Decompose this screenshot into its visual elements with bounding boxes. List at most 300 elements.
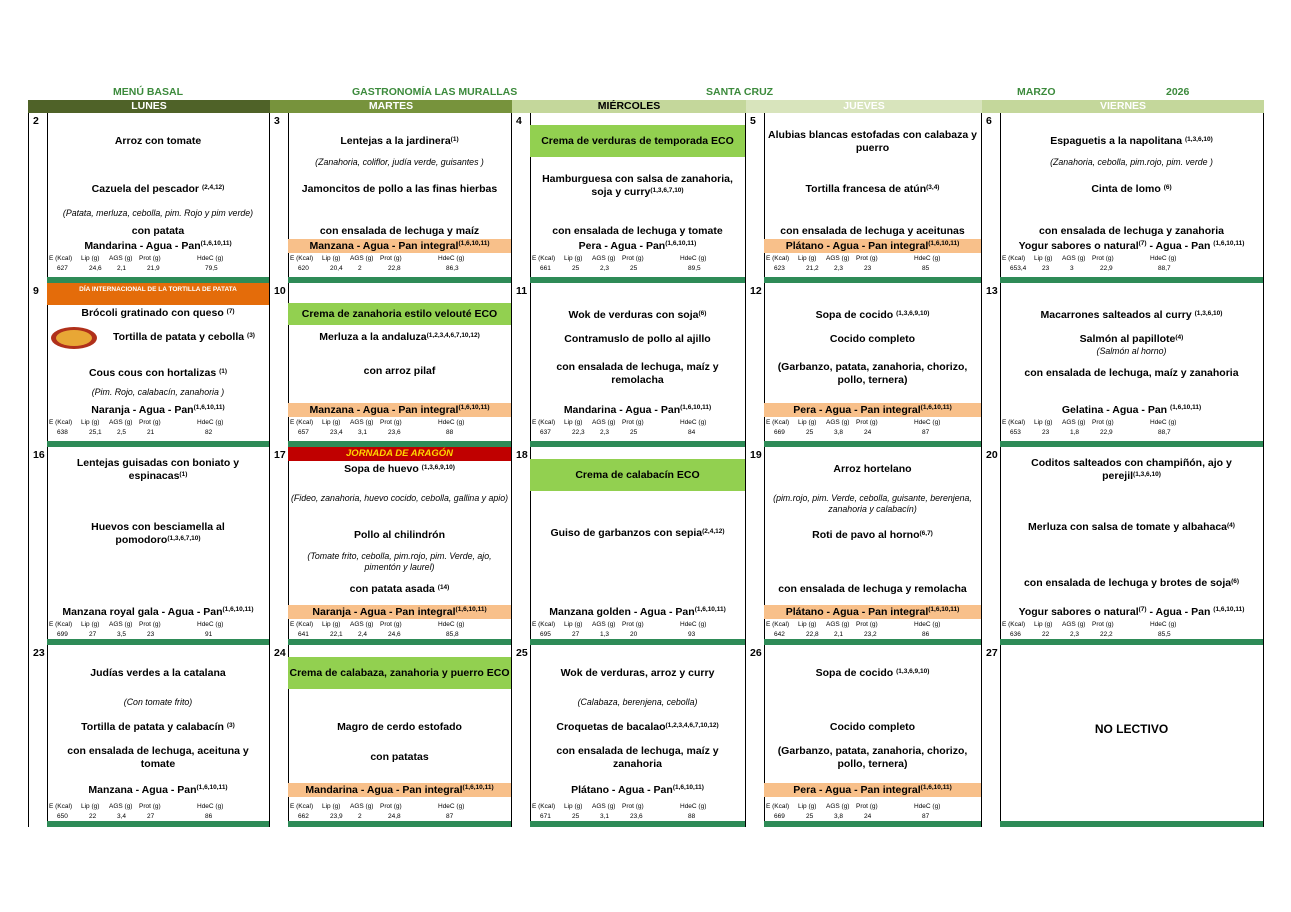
allergen-codes: (1,6,10,11) — [680, 404, 712, 411]
day-content — [1000, 645, 1263, 827]
day-number-column — [512, 645, 531, 827]
allergen-codes: (1,3,6,10) — [1133, 471, 1161, 478]
allergen-codes: (1,3,6,9,10) — [896, 668, 930, 675]
nutrition-label-lip: Lip (g) — [564, 255, 583, 262]
nutrition-label-hdec: HdeC (g) — [197, 803, 224, 810]
day-content — [530, 283, 745, 447]
first-course-note: (Calabaza, berenjena, cebolla) — [577, 697, 698, 707]
side-dish — [292, 751, 507, 764]
dessert-line — [764, 403, 981, 417]
day-cell — [28, 645, 270, 827]
first-course — [292, 135, 507, 148]
day-content — [47, 113, 269, 283]
second-course-text: Merluza con salsa de tomate y albahaca — [1028, 521, 1228, 533]
day-content — [764, 645, 981, 827]
nutrition-value-prot: 25 — [630, 429, 638, 436]
nutrition-value-ags: 3,5 — [117, 631, 127, 638]
nutrition-value-e: 650 — [57, 813, 68, 820]
day-number-column — [746, 645, 765, 827]
second-course-text: Merluza a la andaluza — [319, 331, 427, 343]
day-cell — [28, 447, 270, 645]
nutrition-value-hdec: 87 — [922, 813, 930, 820]
side-dish-text: con patatas — [370, 751, 429, 763]
nutrition-label-lip: Lip (g) — [1034, 255, 1053, 262]
side-dish-text: con ensalada de lechuga y brotes de soja — [1023, 577, 1232, 589]
nutrition-value-prot: 23 — [864, 265, 872, 272]
nutrition-label-hdec: HdeC (g) — [680, 255, 707, 262]
dessert-text: Gelatina - Agua - Pan — [1061, 404, 1171, 416]
nutrition-label-hdec: HdeC (g) — [438, 419, 465, 426]
allergen-codes: (4) — [1227, 522, 1235, 529]
nutrition-label-hdec: HdeC (g) — [680, 621, 707, 628]
allergen-codes: (6) — [698, 310, 707, 317]
allergen-codes: (1,6,10,11) — [458, 240, 490, 247]
second-course-text: Jamoncitos de pollo a las finas hierbas — [301, 183, 498, 195]
nutrition-value-lip: 23,4 — [330, 429, 343, 436]
dessert-text: Pera - Agua - Pan integral — [793, 404, 921, 416]
first-course — [768, 667, 977, 680]
day-content — [288, 645, 511, 827]
nutrition-value-prot: 25 — [630, 265, 638, 272]
day-cell — [982, 113, 1264, 283]
nutrition-value-lip: 21,2 — [806, 265, 819, 272]
day-content — [47, 283, 269, 447]
nutrition-label-e: E (Kcal) — [766, 621, 790, 628]
nutrition-value-lip: 25 — [572, 813, 580, 820]
nutrition-label-ags: AGS (g) — [826, 803, 850, 810]
allergen-codes: (1,6,10,11) — [462, 784, 494, 791]
day-number-column — [270, 113, 289, 283]
nutrition-value-ags: 2,3 — [834, 265, 844, 272]
day-content — [764, 113, 981, 283]
day-number: 10 — [274, 285, 286, 297]
side-dish — [1004, 367, 1259, 380]
nutrition-value-lip: 27 — [572, 631, 580, 638]
dessert-text: Manzana royal gala - Agua - Pan — [62, 606, 223, 618]
year-label: 2026 — [1166, 86, 1190, 98]
dessert-text: Mandarina - Agua - Pan — [563, 404, 681, 416]
nutrition-label-ags: AGS (g) — [350, 621, 374, 628]
second-course-text: Roti de pavo al horno — [812, 529, 920, 541]
nutrition-label-e: E (Kcal) — [532, 419, 556, 426]
allergen-codes: (1,2,3,4,6,7,10,12) — [426, 332, 480, 339]
second-course — [51, 521, 265, 547]
day-number-column — [982, 113, 1001, 283]
dessert-text: Mandarina - Agua - Pan integral — [305, 784, 463, 796]
side-dish-text: con ensalada de lechuga y aceitunas — [780, 225, 965, 237]
day-number: 13 — [986, 285, 998, 297]
nutrition-value-hdec: 91 — [205, 631, 213, 638]
nutrition-value-ags: 2,3 — [600, 429, 610, 436]
nutrition-value-lip: 25 — [806, 429, 814, 436]
first-course-note: (Con tomate frito) — [123, 697, 193, 707]
nutrition-label-lip: Lip (g) — [322, 255, 341, 262]
side-dish-text: con ensalada de lechuga y maíz — [319, 225, 480, 237]
nutrition-value-hdec: 87 — [446, 813, 454, 820]
allergen-codes: (1,3,6,9,10) — [421, 464, 455, 471]
first-course-text: Espaguetis a la napolitana — [1050, 135, 1185, 147]
nutrition-label-hdec: HdeC (g) — [197, 621, 224, 628]
day-number: 24 — [274, 647, 286, 659]
nutrition-label-lip: Lip (g) — [798, 419, 817, 426]
nutrition-value-prot: 22,9 — [1100, 429, 1113, 436]
nutrition-label-lip: Lip (g) — [81, 803, 100, 810]
nutrition-label-lip: Lip (g) — [798, 255, 817, 262]
nutrition-value-ags: 2,5 — [117, 429, 127, 436]
eco-cream-dish: Crema de zanahoria estilo velouté ECO — [288, 303, 511, 325]
dessert-line — [288, 403, 511, 417]
dessert-text: Yogur sabores o natural — [1018, 606, 1139, 618]
dessert-text-mid: - Agua - Pan — [1146, 606, 1214, 618]
nutrition-value-ags: 3,8 — [834, 429, 844, 436]
nutrition-value-e: 653 — [1010, 429, 1021, 436]
allergen-codes: (2,4,12) — [702, 528, 725, 535]
side-dish — [534, 361, 741, 387]
side-dish-text: con ensalada de lechuga, maíz y zanahoria — [1024, 367, 1239, 379]
second-course-text: Tortilla de patata y calabacín — [81, 721, 227, 733]
allergen-codes: (1,6,10,11) — [222, 606, 254, 613]
first-course-text: Sopa de huevo — [344, 463, 422, 475]
day-number: 17 — [274, 449, 286, 461]
nutrition-value-prot: 21,9 — [147, 265, 160, 272]
nutrition-label-e: E (Kcal) — [1002, 419, 1026, 426]
second-course-text: Salmón al papillote — [1079, 333, 1176, 345]
nutrition-label-prot: Prot (g) — [622, 803, 644, 810]
dessert-line — [1000, 403, 1263, 417]
side-dish-text: con arroz pilaf — [363, 365, 436, 377]
nutrition-label-lip: Lip (g) — [81, 621, 100, 628]
nutrition-value-prot: 23 — [147, 631, 155, 638]
nutrition-label-hdec: HdeC (g) — [1150, 621, 1177, 628]
day-number: 25 — [516, 647, 528, 659]
nutrition-label-ags: AGS (g) — [109, 419, 133, 426]
dessert-text-mid: - Agua - Pan — [1146, 240, 1214, 252]
day-number-column — [746, 283, 765, 447]
day-cell — [512, 645, 746, 827]
day-cell — [982, 283, 1264, 447]
allergen-codes: (1) — [219, 368, 228, 375]
nutrition-value-prot: 23,2 — [864, 631, 877, 638]
nutrition-label-prot: Prot (g) — [856, 255, 878, 262]
side-dish-note: (Pim. Rojo, calabacín, zanahoria ) — [91, 387, 225, 397]
eco-cream-dish: Crema de verduras de temporada ECO — [530, 125, 745, 157]
nutrition-value-e: 699 — [57, 631, 68, 638]
allergen-codes: (1,3,6,10) — [1194, 310, 1223, 317]
nutrition-value-ags: 2,3 — [1070, 631, 1080, 638]
nutrition-label-ags: AGS (g) — [1062, 621, 1086, 628]
nutrition-value-e: 620 — [298, 265, 309, 272]
day-number: 19 — [750, 449, 762, 461]
nutrition-value-ags: 2,3 — [600, 265, 610, 272]
day-number-column — [982, 447, 1001, 645]
day-cell — [28, 113, 270, 283]
second-course-text: Magro de cerdo estofado — [337, 721, 462, 733]
nutrition-value-hdec: 88 — [446, 429, 454, 436]
day-number: 27 — [986, 647, 998, 659]
first-course-text: Sopa de cocido — [815, 667, 897, 679]
second-course — [292, 331, 507, 344]
nutrition-value-prot: 24 — [864, 429, 872, 436]
month-label: MARZO — [1017, 86, 1056, 98]
second-course — [51, 183, 265, 196]
allergen-codes: (1,6,10,11) — [928, 240, 960, 247]
day-number: 3 — [274, 115, 280, 127]
dessert-line — [288, 239, 511, 253]
nutrition-label-ags: AGS (g) — [1062, 419, 1086, 426]
nutrition-label-prot: Prot (g) — [380, 621, 402, 628]
cell-bottom-bar — [764, 821, 981, 827]
day-number-column — [982, 645, 1001, 827]
side-dish-text: (Garbanzo, patata, zanahoria, chorizo, pollo, ternera) — [777, 361, 968, 386]
first-course-note: (Fideo, zanahoria, huevo cocido, cebolla, gallina y apio) — [290, 493, 509, 503]
nutrition-value-lip: 22 — [1042, 631, 1050, 638]
nutrition-label-e: E (Kcal) — [290, 621, 314, 628]
day-number: 4 — [516, 115, 522, 127]
nutrition-label-hdec: HdeC (g) — [680, 419, 707, 426]
allergen-codes: (6) — [1231, 578, 1240, 585]
nutrition-value-e: 669 — [774, 813, 785, 820]
first-course — [1004, 457, 1259, 483]
nutrition-value-hdec: 79,5 — [205, 265, 218, 272]
allergen-codes: (1) — [450, 136, 459, 143]
allergen-codes: (1,6,10,11) — [920, 404, 952, 411]
nutrition-value-hdec: 85 — [922, 265, 930, 272]
day-number: 12 — [750, 285, 762, 297]
side-dish — [1004, 225, 1259, 238]
nutrition-label-hdec: HdeC (g) — [197, 255, 224, 262]
second-course — [768, 333, 977, 346]
day-number: 6 — [986, 115, 992, 127]
dessert-line — [47, 403, 269, 417]
nutrition-value-e: 623 — [774, 265, 785, 272]
day-content — [530, 113, 745, 283]
first-course-text: Arroz con tomate — [114, 135, 202, 147]
nutrition-label-ags: AGS (g) — [109, 255, 133, 262]
nutrition-label-lip: Lip (g) — [322, 621, 341, 628]
nutrition-label-hdec: HdeC (g) — [1150, 419, 1177, 426]
day-content — [1000, 283, 1263, 447]
weekday-3: MIÉRCOLES — [512, 100, 746, 113]
dessert-text: Manzana - Agua - Pan integral — [309, 240, 459, 252]
allergen-codes: (7) — [226, 308, 235, 315]
day-cell — [512, 283, 746, 447]
day-number-column — [270, 645, 289, 827]
weekday-2: MARTES — [270, 100, 512, 113]
day-number-column — [512, 283, 531, 447]
nutrition-value-ags: 2,1 — [834, 631, 844, 638]
second-course-text: Cocido completo — [829, 333, 916, 345]
first-course — [51, 457, 265, 483]
allergen-codes: (1,2,3,4,6,7,10,12) — [665, 722, 719, 729]
dessert-text: Manzana golden - Agua - Pan — [549, 606, 695, 618]
dessert-text: Manzana - Agua - Pan integral — [309, 404, 459, 416]
allergen-codes: (1,6,10,11) — [1213, 240, 1245, 247]
nutrition-value-prot: 22,8 — [388, 265, 401, 272]
eco-cream-dish: Crema de calabaza, zanahoria y puerro ECO — [288, 657, 511, 689]
nutrition-value-hdec: 85,5 — [1158, 631, 1171, 638]
day-cell — [512, 113, 746, 283]
day-content — [288, 113, 511, 283]
side-dish — [292, 583, 507, 596]
nutrition-value-lip: 24,6 — [89, 265, 102, 272]
first-course-text: Lentejas a la jardinera — [340, 135, 451, 147]
nutrition-label-prot: Prot (g) — [139, 621, 161, 628]
nutrition-value-e: 637 — [540, 429, 551, 436]
first-course-note: (Zanahoria, coliflor, judía verde, guisantes ) — [315, 157, 484, 167]
allergen-codes: (1,6,10,11) — [455, 606, 487, 613]
first-course-note: (pim.rojo, pim. Verde, cebolla, guisante, berenjena, zanahoria y calabacín) — [773, 493, 972, 514]
allergen-codes: (7) — [1138, 606, 1147, 613]
cell-bottom-bar — [1000, 821, 1263, 827]
day-content — [764, 283, 981, 447]
weekday-4: JUEVES — [746, 100, 982, 113]
nutrition-value-prot: 24,8 — [388, 813, 401, 820]
nutrition-value-hdec: 86 — [205, 813, 213, 820]
nutrition-label-ags: AGS (g) — [826, 255, 850, 262]
nutrition-value-hdec: 85,8 — [446, 631, 459, 638]
weekday-1: LUNES — [28, 100, 270, 113]
day-cell — [270, 283, 512, 447]
first-course-text: Lentejas guisadas con boniato y espinacas — [76, 457, 240, 482]
nutrition-label-prot: Prot (g) — [1092, 419, 1114, 426]
nutrition-label-e: E (Kcal) — [49, 419, 73, 426]
nutrition-label-hdec: HdeC (g) — [438, 621, 465, 628]
nutrition-label-hdec: HdeC (g) — [914, 255, 941, 262]
nutrition-value-e: 661 — [540, 265, 551, 272]
nutrition-value-lip: 25 — [572, 265, 580, 272]
allergen-codes: (1,6,10,11) — [672, 784, 704, 791]
allergen-codes: (6) — [1163, 184, 1172, 191]
nutrition-label-e: E (Kcal) — [532, 621, 556, 628]
dessert-line — [47, 239, 269, 253]
day-number: 26 — [750, 647, 762, 659]
nutrition-label-prot: Prot (g) — [139, 419, 161, 426]
nutrition-value-prot: 20 — [630, 631, 638, 638]
nutrition-label-prot: Prot (g) — [380, 255, 402, 262]
nutrition-label-ags: AGS (g) — [826, 419, 850, 426]
nutrition-label-prot: Prot (g) — [622, 255, 644, 262]
nutrition-value-lip: 23,9 — [330, 813, 343, 820]
nutrition-label-prot: Prot (g) — [1092, 255, 1114, 262]
allergen-codes: (3) — [247, 332, 255, 339]
second-course-note: (Patata, merluza, cebolla, pim. Rojo y pim verde) — [62, 208, 254, 218]
second-course — [534, 173, 741, 199]
side-dish — [292, 225, 507, 238]
first-course-text: Arroz hortelano — [833, 463, 912, 475]
side-dish — [768, 583, 977, 596]
nutrition-value-lip: 22 — [89, 813, 97, 820]
nutrition-label-e: E (Kcal) — [766, 255, 790, 262]
day-cell — [746, 283, 982, 447]
first-course — [768, 309, 977, 322]
first-course — [534, 667, 741, 680]
second-course — [534, 333, 741, 346]
nutrition-label-lip: Lip (g) — [798, 621, 817, 628]
allergen-codes: (4) — [1175, 334, 1184, 341]
side-dish-text: con patata — [131, 225, 185, 237]
side-dish-text: con ensalada de lechuga y remolacha — [778, 583, 967, 595]
first-course-text: Alubias blancas estofadas con calabaza y puerro — [768, 129, 977, 154]
nutrition-label-hdec: HdeC (g) — [197, 419, 224, 426]
day-number-column — [512, 447, 531, 645]
allergen-codes: (3,4) — [926, 184, 940, 191]
nutrition-label-e: E (Kcal) — [290, 255, 314, 262]
nutrition-value-e: 695 — [540, 631, 551, 638]
allergen-codes: (1) — [179, 471, 188, 478]
day-cell — [982, 645, 1264, 827]
allergen-codes: (1,6,10,11) — [1213, 606, 1245, 613]
side-dish-text: con ensalada de lechuga, maíz y remolacha — [556, 361, 719, 386]
dessert-line — [530, 783, 745, 797]
nutrition-label-lip: Lip (g) — [798, 803, 817, 810]
nutrition-value-ags: 2,4 — [358, 631, 368, 638]
side-dish — [534, 225, 741, 238]
second-course-text: Cazuela del pescador — [91, 183, 202, 195]
nutrition-label-hdec: HdeC (g) — [914, 803, 941, 810]
dessert-line — [47, 783, 269, 797]
day-cell — [270, 113, 512, 283]
second-course — [768, 721, 977, 734]
nutrition-label-lip: Lip (g) — [322, 803, 341, 810]
day-number-column — [512, 113, 531, 283]
second-course — [1004, 183, 1259, 196]
nutrition-value-prot: 27 — [147, 813, 155, 820]
allergen-codes: (1,3,6,7,10) — [650, 187, 684, 194]
side-dish — [51, 745, 265, 771]
nutrition-label-ags: AGS (g) — [350, 803, 374, 810]
nutrition-value-ags: 2 — [358, 813, 362, 820]
day-number: 11 — [516, 285, 528, 297]
day-number: 5 — [750, 115, 756, 127]
side-dish-text: con ensalada de lechuga y zanahoria — [1039, 225, 1224, 237]
nutrition-label-e: E (Kcal) — [49, 803, 73, 810]
nutrition-value-ags: 3 — [1070, 265, 1074, 272]
day-number: 16 — [33, 449, 45, 461]
dessert-line — [47, 605, 269, 619]
nutrition-label-prot: Prot (g) — [856, 419, 878, 426]
allergen-codes: (1,6,10,11) — [694, 606, 726, 613]
dessert-line — [530, 605, 745, 619]
nutrition-value-lip: 27 — [89, 631, 97, 638]
first-course — [1004, 309, 1259, 322]
side-dish — [292, 365, 507, 378]
day-number-column — [270, 283, 289, 447]
nutrition-label-prot: Prot (g) — [622, 419, 644, 426]
allergen-codes: (1,6,10,11) — [200, 240, 232, 247]
nutrition-label-ags: AGS (g) — [826, 621, 850, 628]
day-number-column — [29, 645, 48, 827]
nutrition-value-hdec: 88,7 — [1158, 429, 1171, 436]
side-dish-text: con patata asada — [349, 583, 438, 595]
event-banner: JORNADA DE ARAGÓN — [288, 447, 511, 461]
nutrition-label-ags: AGS (g) — [350, 419, 374, 426]
dessert-text: Mandarina - Agua - Pan — [84, 240, 201, 252]
day-cell — [270, 447, 512, 645]
allergen-codes: (1,6,10,11) — [1170, 404, 1202, 411]
day-cell — [512, 447, 746, 645]
dessert-line — [530, 403, 745, 417]
nutrition-value-prot: 24 — [864, 813, 872, 820]
second-course-text: Cocido completo — [829, 721, 916, 733]
day-number-column — [746, 113, 765, 283]
nutrition-value-lip: 23 — [1042, 265, 1050, 272]
allergen-codes: (7) — [1138, 240, 1147, 247]
nutrition-label-ags: AGS (g) — [592, 803, 616, 810]
dessert-text: Plátano - Agua - Pan — [571, 784, 673, 796]
cell-bottom-bar — [530, 821, 745, 827]
nutrition-value-ags: 1,3 — [600, 631, 610, 638]
nutrition-label-lip: Lip (g) — [564, 419, 583, 426]
